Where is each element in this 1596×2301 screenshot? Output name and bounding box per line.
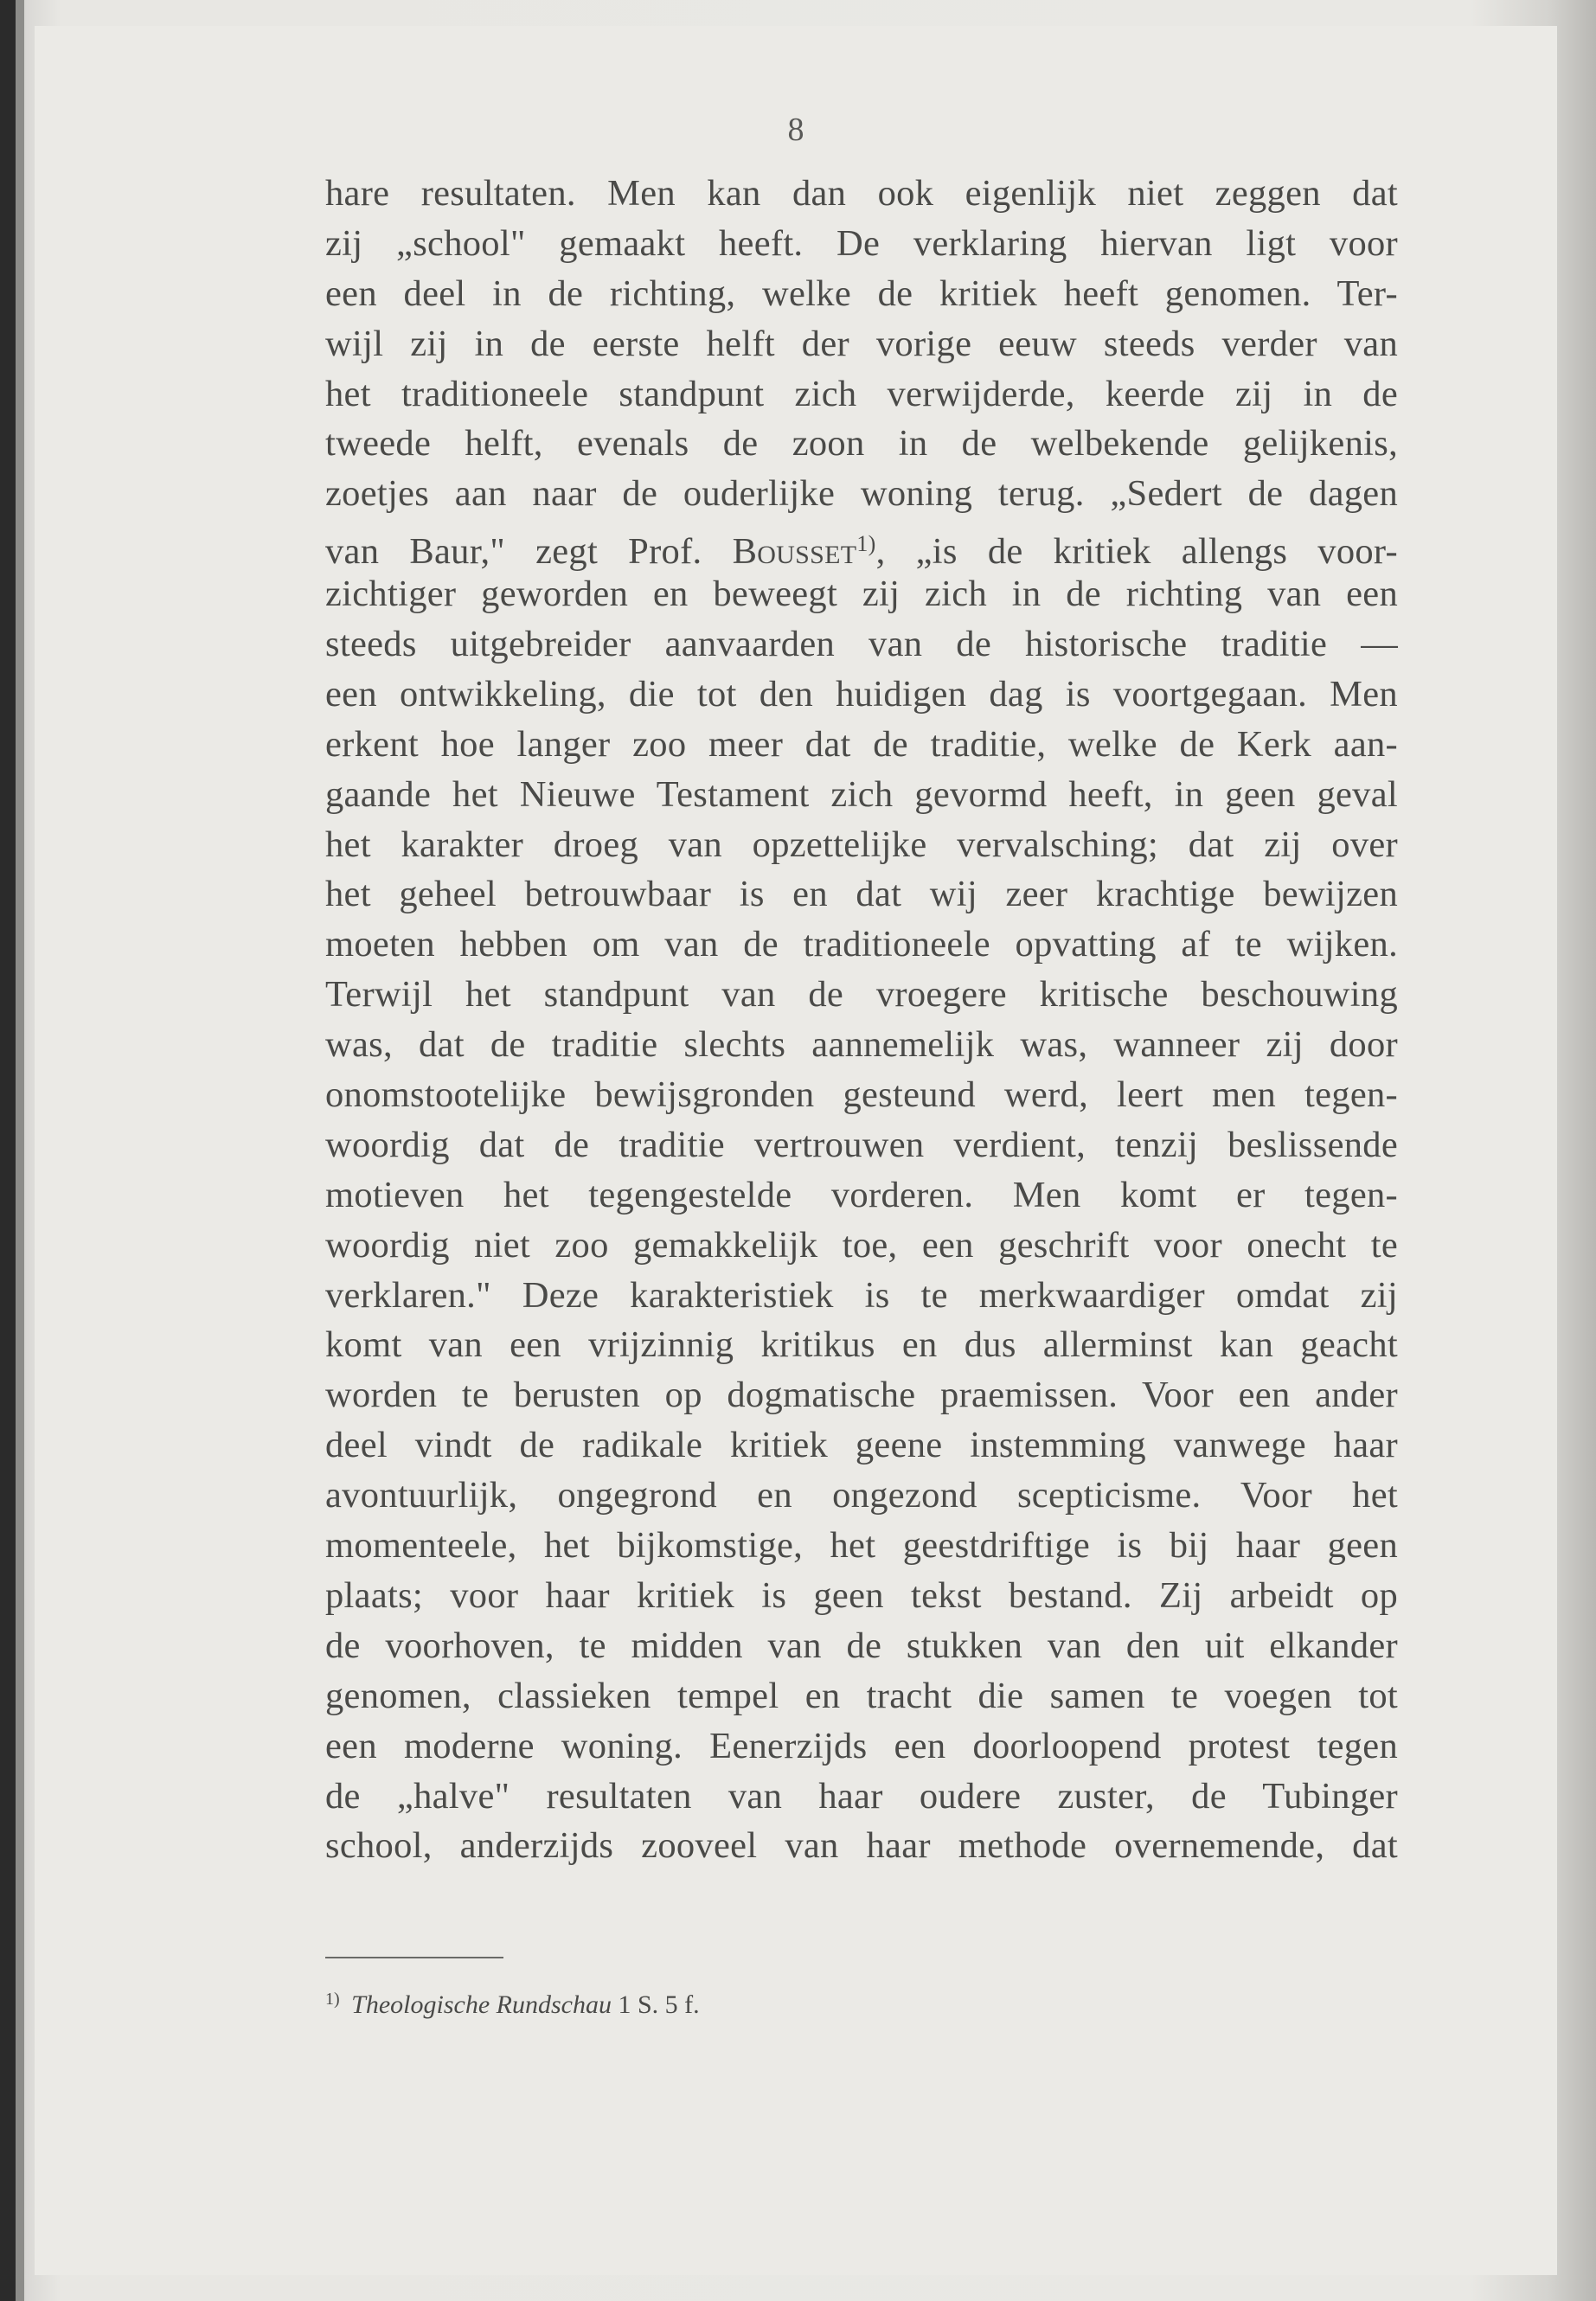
text-line: moeten hebben om van de traditioneele opvatting af te wijken. (325, 924, 1398, 965)
text-line: zoetjes aan naar de ouderlijke woning terug. „Sedert de dagen (325, 473, 1398, 515)
text-line: gaande het Nieuwe Testament zich gevormd heeft, in geen geval (325, 773, 1398, 815)
text-line: hare resultaten. Men kan dan ook eigenlijk niet zeggen dat (325, 173, 1398, 214)
text-line-with-citation (325, 519, 1398, 573)
text-line: de „halve" resultaten van haar oudere zuster, de Tubinger (325, 1775, 1398, 1817)
text-line: tweede helft, evenals de zoon in de welbekende gelijkenis, (325, 423, 1398, 465)
text-line: genomen, classieken tempel en tracht die samen te voegen tot (325, 1675, 1398, 1716)
text-line: worden te berusten op dogmatische praemissen. Voor een ander (325, 1375, 1398, 1416)
text-line: zij „school" gemaakt heeft. De verklaring hiervan ligt voor (325, 222, 1398, 264)
text-line: momenteele, het bijkomstige, het geestdriftige is bij haar geen (325, 1525, 1398, 1567)
text-fragment: , „is de kritiek allengs voor- (875, 531, 1398, 573)
text-line: deel vindt de radikale kritiek geene instemming vanwege haar (325, 1425, 1398, 1466)
footnote-mark: 1) (325, 1990, 340, 2009)
text-line: het traditioneele standpunt zich verwijderde, keerde zij in de (325, 373, 1398, 414)
text-line: school, anderzijds zooveel van haar methode overnemende, dat (325, 1825, 1398, 1867)
text-line: verklaren." Deze karakteristiek is te merkwaardiger omdat zij (325, 1274, 1398, 1316)
text-line: het karakter droeg van opzettelijke vervalsching; dat zij over (325, 824, 1398, 865)
footnote (325, 1990, 1398, 2020)
text-line: het geheel betrouwbaar is en dat wij zeer krachtige bewijzen (325, 874, 1398, 915)
text-line: was, dat de traditie slechts aannemelijk was, wanneer zij door (325, 1024, 1398, 1066)
page-number: 8 (787, 112, 804, 148)
text-line: motieven het tegengestelde vorderen. Men komt er tegen- (325, 1174, 1398, 1215)
text-line: komt van een vrijzinnig kritikus en dus allerminst kan geacht (325, 1324, 1398, 1366)
footnote-divider (325, 1957, 503, 1958)
text-fragment: van Baur," zegt Prof. (325, 531, 702, 573)
text-line: avontuurlijk, ongegrond en ongezond scepticisme. Voor het (325, 1475, 1398, 1516)
footnote-title: Theologische Rundschau (351, 1990, 612, 2019)
footnote-reference: 1) (856, 531, 876, 557)
text-line: de voorhoven, te midden van de stukken van den uit elkander (325, 1625, 1398, 1666)
text-line: wijl zij in de eerste helft der vorige eeuw steeds verder van (325, 323, 1398, 364)
text-line: een deel in de richting, welke de kritiek heeft genomen. Ter- (325, 272, 1398, 314)
text-line: woordig niet zoo gemakkelijk toe, een geschrift voor onecht te (325, 1224, 1398, 1266)
text-line: erkent hoe langer zoo meer dat de traditie, welke de Kerk aan- (325, 723, 1398, 765)
body-text (325, 169, 1398, 1871)
scan-edge-shadow (16, 0, 24, 2301)
text-line: zichtiger geworden en beweegt zij zich in de richting van een (325, 574, 1398, 615)
text-line: onomstootelijke bewijsgronden gesteund werd, leert men tegen- (325, 1074, 1398, 1116)
text-line: plaats; voor haar kritiek is geen tekst bestand. Zij arbeidt op (325, 1574, 1398, 1616)
text-line: Terwijl het standpunt van de vroegere kritische beschouwing (325, 974, 1398, 1016)
scan-edge (0, 0, 16, 2301)
footnote-ref: 1 S. 5 f. (618, 1990, 700, 2019)
text-line: een moderne woning. Eenerzijds een doorloopend protest tegen (325, 1725, 1398, 1766)
author-name: Bousset (732, 531, 857, 573)
text-line: een ontwikkeling, die tot den huidigen dag is voortgegaan. Men (325, 673, 1398, 715)
text-line: steeds uitgebreider aanvaarden van de historische traditie — (325, 624, 1398, 665)
text-line: woordig dat de traditie vertrouwen verdient, tenzij beslissende (325, 1124, 1398, 1165)
